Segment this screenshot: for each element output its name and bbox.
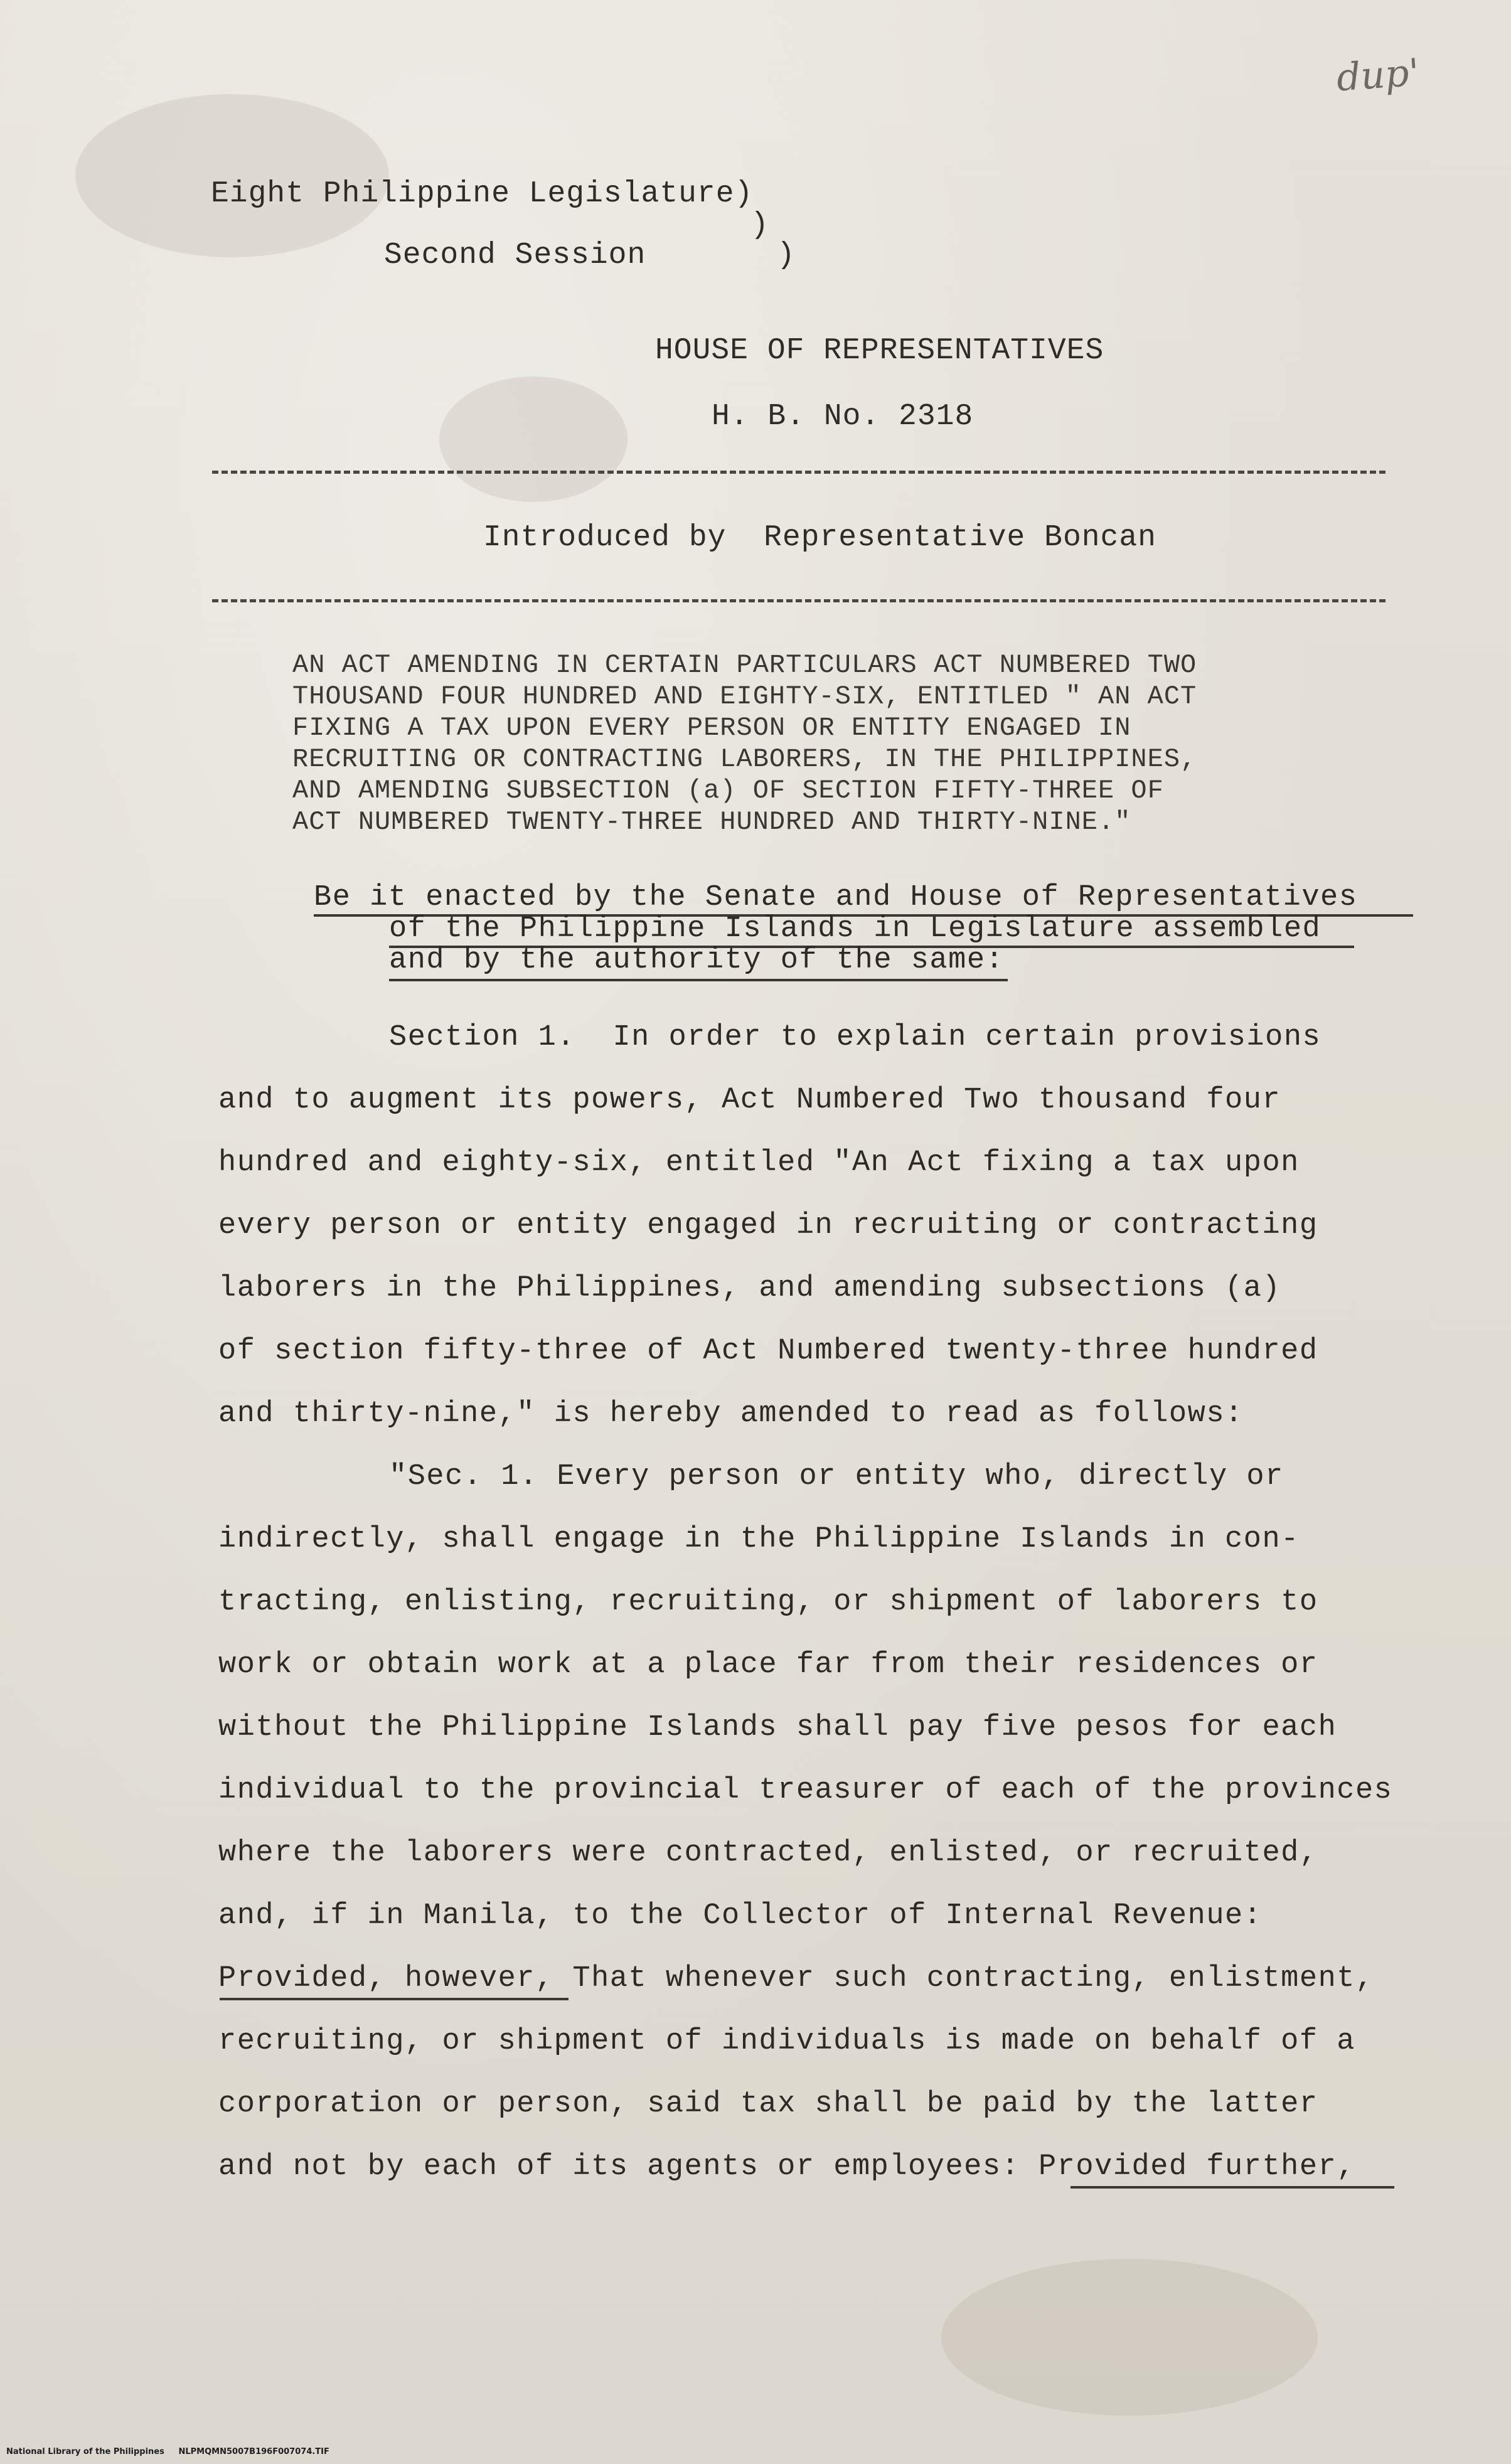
body-line: indirectly, shall engage in the Philippine Islands in con- [218, 1523, 1300, 1556]
handwritten-annotation: dup' [1335, 50, 1421, 100]
body-line: tracting, enlisting, recruiting, or shipment of laborers to [218, 1586, 1318, 1619]
legislature-line: Eight Philippine Legislature) [211, 177, 754, 211]
body-line: work or obtain work at a place far from their residences or [218, 1648, 1318, 1682]
session-line: Second Session ) [384, 238, 796, 272]
body-line: laborers in the Philippines, and amending subsections (a) [218, 1272, 1281, 1305]
body-line: and, if in Manila, to the Collector of Internal Revenue: [218, 1899, 1263, 1933]
body-line: without the Philippine Islands shall pay five pesos for each [218, 1711, 1337, 1744]
body-line: corporation or person, said tax shall be paid by the latter [218, 2088, 1318, 2121]
body-line: of section fifty-three of Act Numbered twenty-three hundred [218, 1335, 1318, 1368]
title-line: THOUSAND FOUR HUNDRED AND EIGHTY-SIX, ENTITLED " AN ACT [292, 681, 1197, 712]
paper-stain [439, 376, 627, 502]
enacting-clause-line: Be it enacted by the Senate and House of Representatives [314, 881, 1358, 914]
body-line: hundred and eighty-six, entitled "An Act fixing a tax upon [218, 1146, 1300, 1180]
chamber-heading: HOUSE OF REPRESENTATIVES [655, 334, 1104, 368]
body-line: "Sec. 1. Every person or entity who, directly or [389, 1460, 1284, 1493]
archive-footer: National Library of the Philippines NLPMQMN5007B196F007074.TIF [6, 2447, 329, 2456]
enacting-clause-line: of the Philippine Islands in Legislature assembled [389, 912, 1321, 946]
body-line: where the laborers were contracted, enlisted, or recruited, [218, 1837, 1318, 1870]
title-line: AND AMENDING SUBSECTION (a) OF SECTION FIFTY-THREE OF [292, 776, 1164, 806]
paper-stain [75, 94, 389, 257]
title-line: ACT NUMBERED TWENTY-THREE HUNDRED AND THIRTY-NINE." [292, 807, 1131, 837]
enacting-clause-line: and by the authority of the same: [389, 944, 1005, 977]
introduced-by: Introduced by Representative Boncan [483, 521, 1156, 555]
divider [212, 599, 1386, 602]
underline [389, 979, 1008, 981]
body-line: and not by each of its agents or employees: Provided further, [218, 2150, 1355, 2184]
underline-provided-further [1071, 2186, 1394, 2189]
divider [212, 471, 1386, 474]
body-line: Provided, however, That whenever such contracting, enlistment, [218, 1962, 1374, 1995]
paper-stain [941, 2259, 1318, 2416]
body-line: individual to the provincial treasurer of each of the provinces [218, 1774, 1393, 1807]
bill-number: H. B. No. 2318 [712, 400, 974, 434]
title-line: AN ACT AMENDING IN CERTAIN PARTICULARS ACT NUMBERED TWO [292, 650, 1197, 680]
body-line: and to augment its powers, Act Numbered Two thousand four [218, 1084, 1281, 1117]
underline-provided-however [220, 1998, 569, 2000]
body-line: and thirty-nine," is hereby amended to read as follows: [218, 1397, 1244, 1431]
title-line: RECRUITING OR CONTRACTING LABORERS, IN THE PHILIPPINES, [292, 744, 1197, 774]
bracket: ) [750, 208, 769, 242]
body-line: recruiting, or shipment of individuals is made on behalf of a [218, 2025, 1355, 2058]
title-line: FIXING A TAX UPON EVERY PERSON OR ENTITY ENGAGED IN [292, 713, 1131, 743]
body-line: every person or entity engaged in recruiting or contracting [218, 1209, 1318, 1242]
body-line: Section 1. In order to explain certain provisions [389, 1021, 1321, 1054]
